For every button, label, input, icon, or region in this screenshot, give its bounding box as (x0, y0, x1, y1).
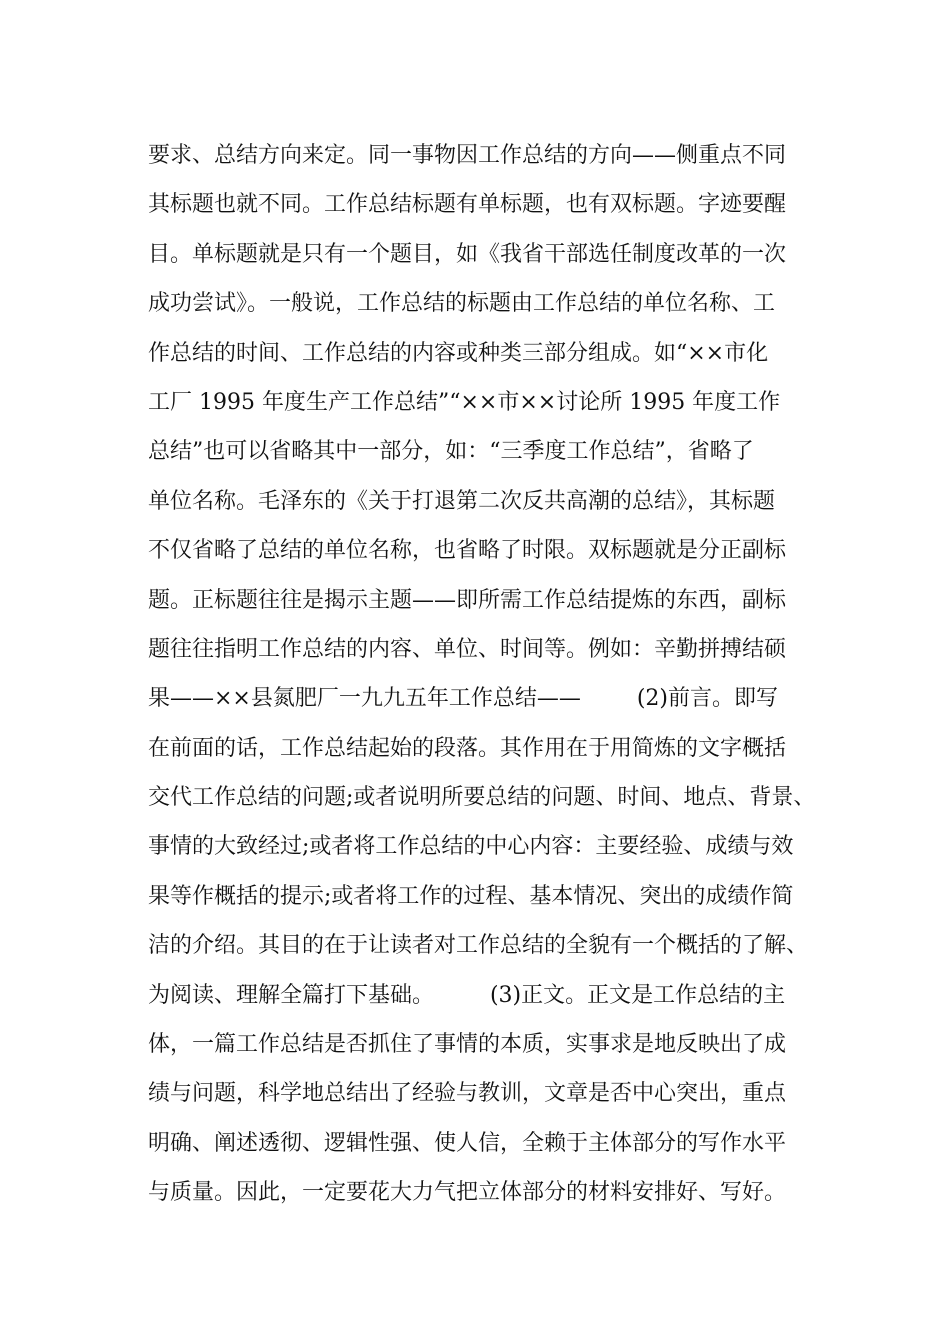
text-line: 要求、总结方向来定。同一事物因工作总结的方向——侧重点不同 (148, 143, 787, 168)
text-line: 题往往指明工作总结的内容、单位、时间等。例如：辛勤拼搏结硕 (148, 636, 787, 662)
text-line: 交代工作总结的问题;或者说明所要总结的问题、时间、地点、背景、 (148, 785, 816, 811)
text-line: 绩与问题，科学地总结出了经验与教训，文章是否中心突出，重点 (148, 1081, 787, 1107)
text-line: 单位名称。毛泽东的《关于打退第二次反共高潮的总结》，其标题 (148, 488, 776, 514)
text-line: 作总结的时间、工作总结的内容或种类三部分组成。如“××市化 (148, 340, 769, 366)
text-line: 事情的大致经过;或者将工作总结的中心内容：主要经验、成绩与效 (148, 834, 794, 860)
text-line: 目。单标题就是只有一个题目，如《我省干部选任制度改革的一次 (148, 241, 787, 267)
text-line: 题。正标题往往是揭示主题——即所需工作总结提炼的东西，副标 (148, 587, 787, 613)
text-line: 明确、阐述透彻、逻辑性强、使人信，全赖于主体部分的写作水平 (148, 1130, 787, 1156)
text-line: 成功尝试》。一般说，工作总结的标题由工作总结的单位名称、工 (148, 291, 776, 317)
text-line: 其标题也就不同。工作总结标题有单标题，也有双标题。字迹要醒 (148, 192, 787, 218)
text-line: 工厂 1995 年度生产工作总结”“××市××讨论所 1995 年度工作 (148, 389, 781, 415)
text-line: 果等作概括的提示;或者将工作的过程、基本情况、突出的成绩作简 (148, 883, 794, 909)
text-line: 总结”也可以省略其中一部分，如：“三季度工作总结”，省略了 (148, 439, 754, 465)
text-line: 果——××县氮肥厂一九九五年工作总结—— (2)前言。即写 (148, 686, 778, 712)
text-line: 在前面的话，工作总结起始的段落。其作用在于用简炼的文字概括 (148, 735, 787, 761)
body-text (148, 131, 838, 1218)
text-line: 为阅读、理解全篇打下基础。 (3)正文。正文是工作总结的主 (148, 982, 786, 1008)
text-line: 洁的介绍。其目的在于让读者对工作总结的全貌有一个概括的了解、 (148, 933, 809, 959)
text-line: 与质量。因此，一定要花大力气把立体部分的材料安排好、写好。 (148, 1180, 787, 1206)
text-line: 体，一篇工作总结是否抓住了事情的本质，实事求是地反映出了成 (148, 1032, 787, 1058)
text-line: 不仅省略了总结的单位名称，也省略了时限。双标题就是分正副标 (148, 538, 787, 564)
